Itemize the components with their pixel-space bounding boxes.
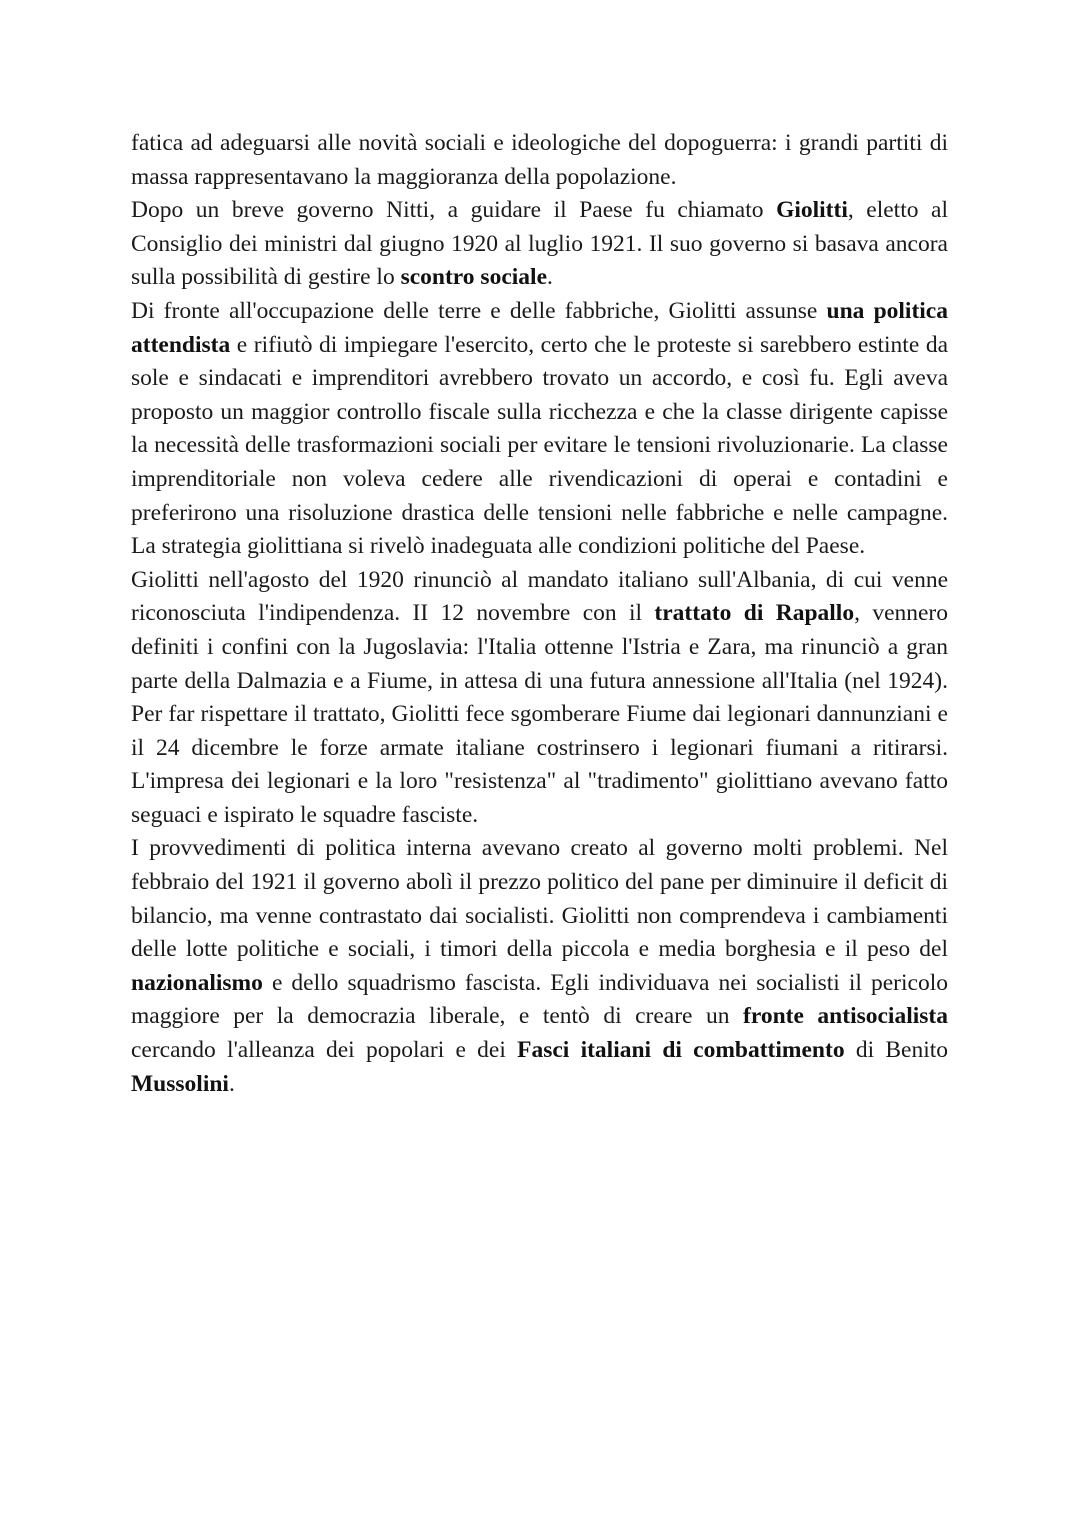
text-run: I provvedimenti di politica interna avevano creato al governo molti problemi. Nel febbraio del 1921 il governo abolì il prezzo politico del pane per diminuire il deficit di bilancio, ma venne contrastato dai socialisti. Giolitti non comprendeva i cambiamenti delle lotte politiche e sociali, i timori della piccola e media borghesia e il peso del xyxy=(131,835,948,963)
text-run: , vennero definiti i confini con la Jugoslavia: l'Italia ottenne l'Istria e Zara, ma rinunciò a gran parte della Dalmazia e a Fiume, in attesa di una futura annessione all'Italia (nel 1924). Per far rispettare il trattato, Giolitti fece sgomberare Fiume dai legionari dannunziani e il 24 dicembre le forze armate italiane costrinsero i legionari fiumani a ritirarsi. L'impresa dei legionari e la loro "resistenza" al "tradimento" giolittiano avevano fatto seguaci e ispirato le squadre fasciste. xyxy=(131,600,949,828)
text-run: , eletto al Consiglio dei ministri dal giugno 1920 al luglio 1921. Il suo governo si basava ancora sulla possibilità di gestire lo xyxy=(131,197,948,291)
text-run: Di fronte all'occupazione delle terre e delle fabbriche, Giolitti assunse xyxy=(131,297,827,324)
bold-term-scontro-sociale: scontro sociale xyxy=(400,264,547,291)
text-run: cercando l'alleanza dei popolari e dei xyxy=(131,1037,518,1064)
text-run: . xyxy=(228,1070,235,1097)
document-body xyxy=(131,127,948,1101)
bold-term-fasci-italiani: Fasci italiani di combattimento xyxy=(517,1037,845,1064)
bold-term-giolitti: Giolitti xyxy=(776,197,848,224)
bold-term-nazionalismo: nazionalismo xyxy=(131,969,263,996)
text-run: di Benito xyxy=(844,1037,948,1064)
paragraph-4 xyxy=(131,564,948,833)
text-run: e dello squadrismo fascista. Egli individuava nei socialisti il pericolo maggiore per la democrazia liberale, e tentò di creare un xyxy=(131,969,948,1030)
bold-term-politica-attendista: una politica attendista xyxy=(131,297,948,358)
paragraph-5 xyxy=(131,832,948,1101)
text-run: e rifiutò di impiegare l'esercito, certo che le proteste si sarebbero estinte da sole e sindacati e imprenditori avrebbero trovato un accordo, e così fu. Egli aveva proposto un maggior controllo fiscale sulla ricchezza e che la classe dirigente capisse la necessità delle trasformazioni sociali per evitare le tensioni rivoluzionarie. La classe imprenditoriale non voleva cedere alle rivendicazioni di operai e contadini e preferirono una risoluzione drastica delle tensioni nelle fabbriche e nelle campagne. La strategia giolittiana si rivelò inadeguata alle condizioni politiche del Paese. xyxy=(131,331,948,560)
text-run: . xyxy=(547,264,553,291)
text-run: fatica ad adeguarsi alle novità sociali e ideologiche del dopoguerra: i grandi partiti di massa rappresentavano la maggioranza della popolazione. xyxy=(131,130,948,190)
text-run: Giolitti nell'agosto del 1920 rinunciò al mandato italiano sull'Albania, di cui venne riconosciuta l'indipendenza. II 12 novembre con il xyxy=(131,566,948,627)
bold-term-trattato-di-rapallo: trattato di Rapallo xyxy=(654,600,855,627)
bold-term-mussolini: Mussolini xyxy=(131,1070,229,1097)
paragraph-2 xyxy=(131,194,948,295)
paragraph-1 xyxy=(131,127,948,194)
paragraph-3 xyxy=(131,295,948,564)
text-run: Dopo un breve governo Nitti, a guidare il Paese fu chiamato xyxy=(131,197,777,224)
bold-term-fronte-antisocialista: fronte antisocialista xyxy=(743,1003,948,1030)
